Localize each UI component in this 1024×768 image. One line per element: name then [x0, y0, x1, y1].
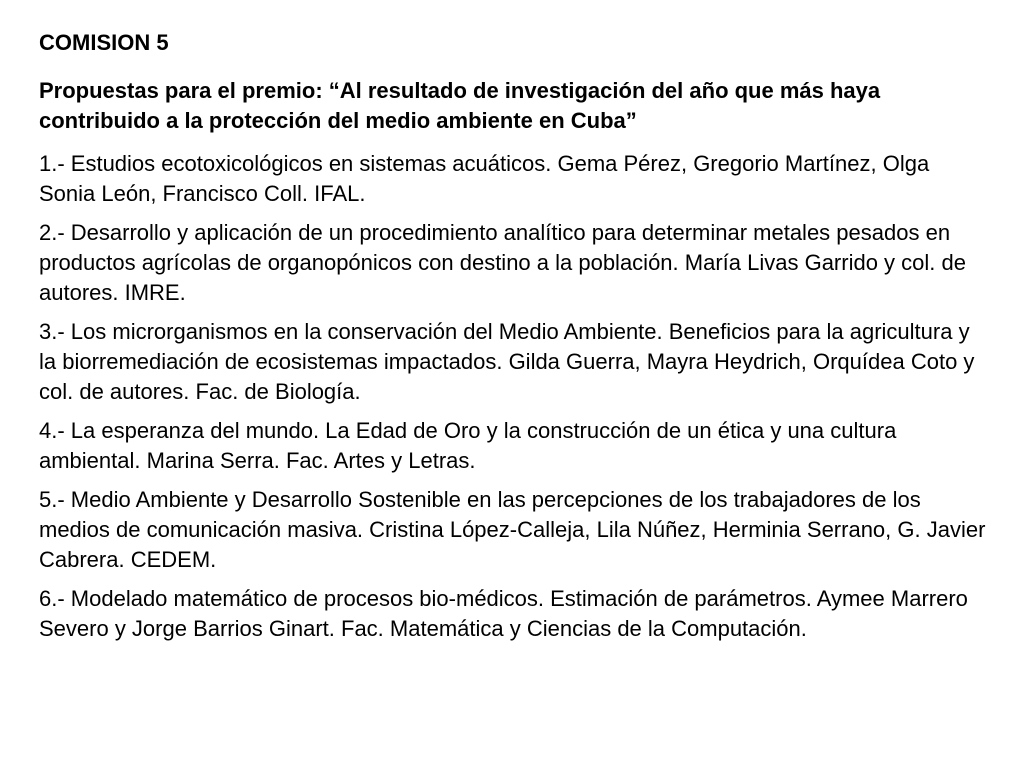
slide-content: [39, 28, 989, 653]
proposal-list: [39, 149, 989, 644]
award-intro: Propuestas para el premio: “Al resultado de investigación del año que más haya contribuido a la protección del medio ambiente en Cuba”: [39, 78, 881, 133]
proposal-item-2: 2.- Desarrollo y aplicación de un procedimiento analítico para determinar metales pesados en productos agrícolas de organopónicos con destino a la población. María Livas Garrido y col. de autores. IMRE.: [39, 220, 966, 305]
proposal-item-3: 3.- Los microrganismos en la conservación del Medio Ambiente. Beneficios para la agricultura y la biorremediación de ecosistemas impactados. Gilda Guerra, Mayra Heydrich, Orquídea Coto y col. de autores. Fac. de Biología.: [39, 319, 975, 404]
proposal-item-1: 1.- Estudios ecotoxicológicos en sistemas acuáticos. Gema Pérez, Gregorio Martínez, Olga Sonia León, Francisco Coll. IFAL.: [39, 151, 930, 206]
proposal-item-5: 5.- Medio Ambiente y Desarrollo Sostenible en las percepciones de los trabajadores de los medios de comunicación masiva. Cristina López-Calleja, Lila Núñez, Herminia Serrano, G. Javier Cabrera. CEDEM.: [39, 487, 986, 572]
commission-heading: COMISION 5: [39, 30, 169, 55]
proposal-item-4: 4.- La esperanza del mundo. La Edad de Oro y la construcción de un ética y una cultura ambiental. Marina Serra. Fac. Artes y Letras.: [39, 418, 897, 473]
proposal-item-6: 6.- Modelado matemático de procesos bio-médicos. Estimación de parámetros. Aymee Marrero Severo y Jorge Barrios Ginart. Fac. Matemática y Ciencias de la Computación.: [39, 586, 968, 641]
